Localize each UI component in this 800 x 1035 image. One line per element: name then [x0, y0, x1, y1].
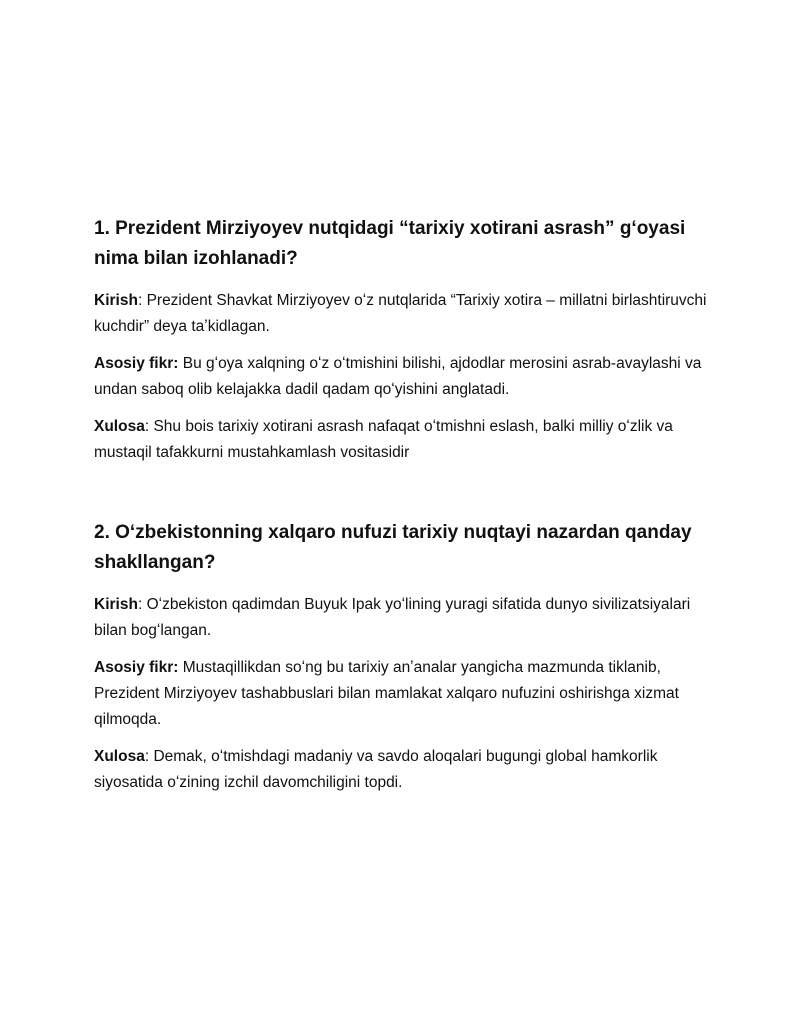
- paragraph-label: Xulosa: [94, 748, 145, 765]
- main-idea-paragraph: [94, 655, 724, 733]
- label-separator: :: [137, 292, 147, 309]
- intro-paragraph: [94, 288, 724, 340]
- paragraph-text: Shu bois tarixiy xotirani asrash nafaqat oʻtmishni eslash, balki milliy oʻzlik va mustaqil tafakkurni mustahkamlash vositasidir: [94, 418, 673, 461]
- question-section-2: [94, 518, 724, 796]
- paragraph-label: Asosiy fikr:: [94, 659, 179, 676]
- paragraph-label: Kirish: [94, 292, 138, 309]
- conclusion-paragraph: [94, 414, 724, 466]
- question-heading: 1. Prezident Mirziyoyev nutqidagi “tarixiy xotirani asrash” gʻoyasi nima bilan izohlanadi?: [94, 218, 686, 269]
- paragraph-label: Kirish: [94, 596, 138, 613]
- intro-paragraph: [94, 592, 724, 644]
- label-separator: :: [144, 418, 154, 435]
- paragraph-text: Oʻzbekiston qadimdan Buyuk Ipak yoʻlining yuragi sifatida dunyo sivilizatsiyalari bilan bogʻlangan.: [94, 596, 691, 639]
- paragraph-label: Xulosa: [94, 418, 145, 435]
- paragraph-text: Mustaqillikdan soʻng bu tarixiy anʼanalar yangicha mazmunda tiklanib, Prezident Mirziyoyev tashabbuslari bilan mamlakat xalqaro nufuzini oshirishga xizmat qilmoqda.: [94, 659, 679, 728]
- paragraph-text: Prezident Shavkat Mirziyoyev oʻz nutqlarida “Tarixiy xotira – millatni birlashtiruvchi kuchdir” deya taʼkidlagan.: [94, 292, 707, 335]
- question-heading: 2. Oʻzbekistonning xalqaro nufuzi tarixiy nuqtayi nazardan qanday shakllangan?: [94, 522, 692, 573]
- document-page: [94, 214, 724, 807]
- label-separator: :: [144, 748, 154, 765]
- paragraph-label: Asosiy fikr:: [94, 355, 179, 372]
- paragraph-text: Bu gʻoya xalqning oʻz oʻtmishini bilishi, ajdodlar merosini asrab-avaylashi va undan saboq olib kelajakka dadil qadam qoʻyishini anglatadi.: [94, 355, 702, 398]
- question-section-1: [94, 214, 724, 466]
- paragraph-text: Demak, oʻtmishdagi madaniy va savdo aloqalari bugungi global hamkorlik siyosatida oʻzining izchil davomchiligini topdi.: [94, 748, 658, 791]
- main-idea-paragraph: [94, 351, 724, 403]
- label-separator: :: [137, 596, 147, 613]
- conclusion-paragraph: [94, 744, 724, 796]
